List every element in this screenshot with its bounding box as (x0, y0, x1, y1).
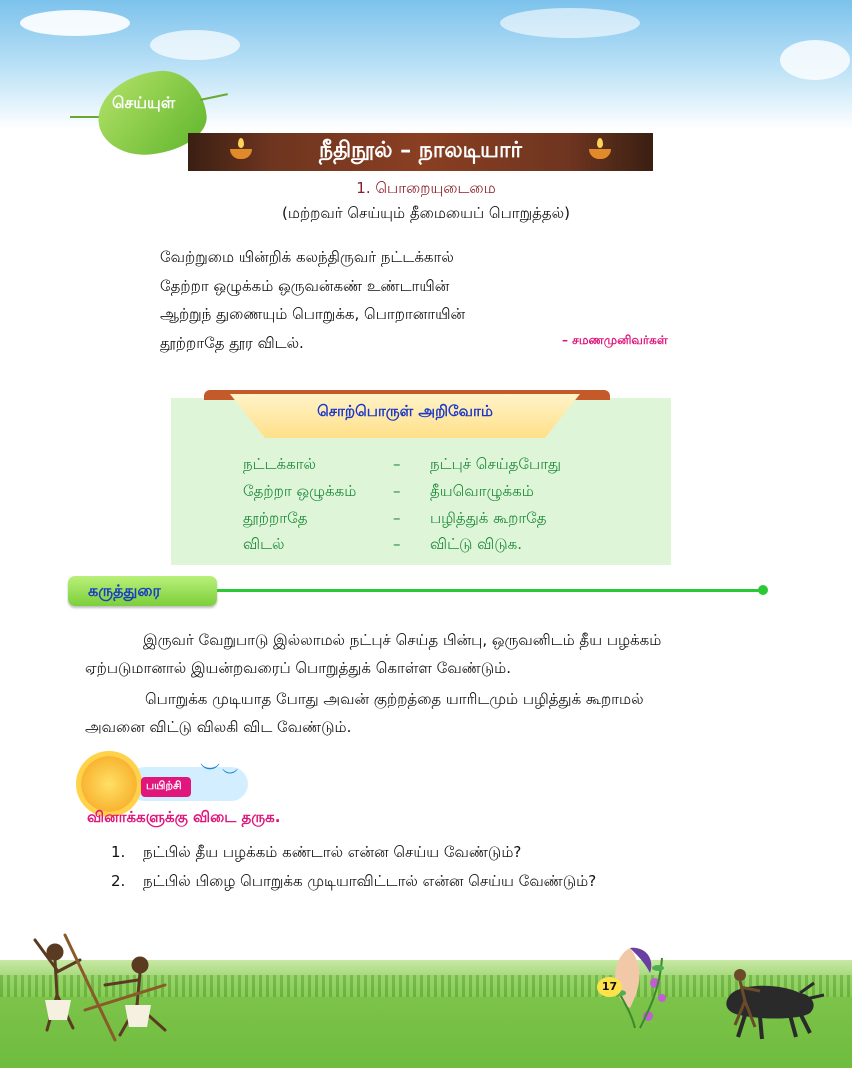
poem-line: தேற்றா ஒழுக்கம் ஒருவன்கண் உண்டாயின் (160, 276, 450, 295)
stick-fighters-illustration (25, 930, 205, 1050)
lesson-title: 1. பொறையுடைமை (356, 179, 496, 197)
summary-paragraph-1 (85, 626, 765, 682)
vocab-sep: – (393, 455, 401, 473)
cloud (150, 30, 240, 60)
question-number: 2. (111, 872, 126, 890)
vocab-word: தூற்றாதே (243, 509, 308, 527)
vocab-word: விடல் (243, 535, 285, 553)
vocab-meaning: பழித்துக் கூறாதே (430, 509, 547, 527)
vocab-word: நட்டக்கால் (243, 455, 316, 473)
vocab-sep: – (393, 535, 401, 553)
flame-icon (597, 138, 603, 148)
vocab-sep: – (393, 482, 401, 500)
bull-taming-illustration (700, 965, 830, 1045)
vocab-meaning: நட்புச் செய்தபோது (430, 455, 562, 473)
cloud (780, 40, 850, 80)
vocab-sep: – (393, 509, 401, 527)
vocab-meaning: விட்டு விடுக. (430, 535, 522, 553)
page-number: 17 (597, 977, 622, 997)
vocab-meaning: தீயவொழுக்கம் (430, 482, 534, 500)
question-text: நட்பில் பிழை பொறுக்க முடியாவிட்டால் என்ன செய்ய வேண்டும்? (143, 872, 597, 890)
question-text: நட்பில் தீய பழக்கம் கண்டால் என்ன செய்ய வேண்டும்? (143, 843, 522, 861)
cloud (20, 10, 130, 36)
sun-icon (81, 756, 137, 812)
lesson-subtitle: (மற்றவர் செய்யும் தீமையைப் பொறுத்தல்) (282, 204, 570, 222)
vocabulary-title: சொற்பொருள் அறிவோம் (317, 402, 493, 420)
question-number: 1. (111, 843, 126, 861)
bird-icon: ︶ (200, 761, 220, 785)
poem-author: – சமணமுனிவர்கள் (562, 333, 668, 347)
poem-line: வேற்றுமை யின்றிக் கலந்திருவர் நட்டக்கால் (160, 248, 454, 266)
practice-heading: வினாக்களுக்கு விடை தருக. (87, 808, 281, 826)
flame-icon (238, 138, 244, 148)
poem (160, 243, 465, 357)
summary-divider-dot (758, 585, 768, 595)
vocab-word: தேற்றா ஒழுக்கம் (243, 482, 357, 500)
bird-icon: ︶ (222, 767, 239, 786)
summary-line: அவனை விட்டு விலகி விட வேண்டும். (85, 718, 352, 736)
summary-divider (217, 589, 765, 592)
cloud (500, 8, 640, 38)
section-tag: செய்யுள் (112, 93, 176, 112)
summary-line: பொறுக்க முடியாத போது அவன் குற்றத்தை யாரிடமும் பழித்துக் கூறாமல் (145, 690, 644, 708)
summary-line: ஏற்படுமானால் இயன்றவரைப் பொறுத்துக் கொள்ள வேண்டும். (85, 659, 511, 677)
poem-line: ஆற்றுந் துணையும் பொறுக்க, பொறானாயின் (160, 305, 466, 323)
summary-line: இருவர் வேறுபாடு இல்லாமல் நட்புச் செய்த பின்பு, ஒருவனிடம் தீய பழக்கம் (143, 631, 662, 649)
summary-heading: கருத்துரை (88, 581, 161, 600)
poem-line: தூற்றாதே தூர விடல். (160, 333, 304, 352)
lamp-icon (230, 149, 252, 159)
practice-label: பயிற்சி (146, 779, 182, 792)
summary-paragraph-2 (85, 685, 765, 741)
title-banner (188, 133, 653, 171)
page-title: நீதிநூல் – நாலடியார் (318, 138, 523, 163)
lamp-icon (589, 149, 611, 159)
